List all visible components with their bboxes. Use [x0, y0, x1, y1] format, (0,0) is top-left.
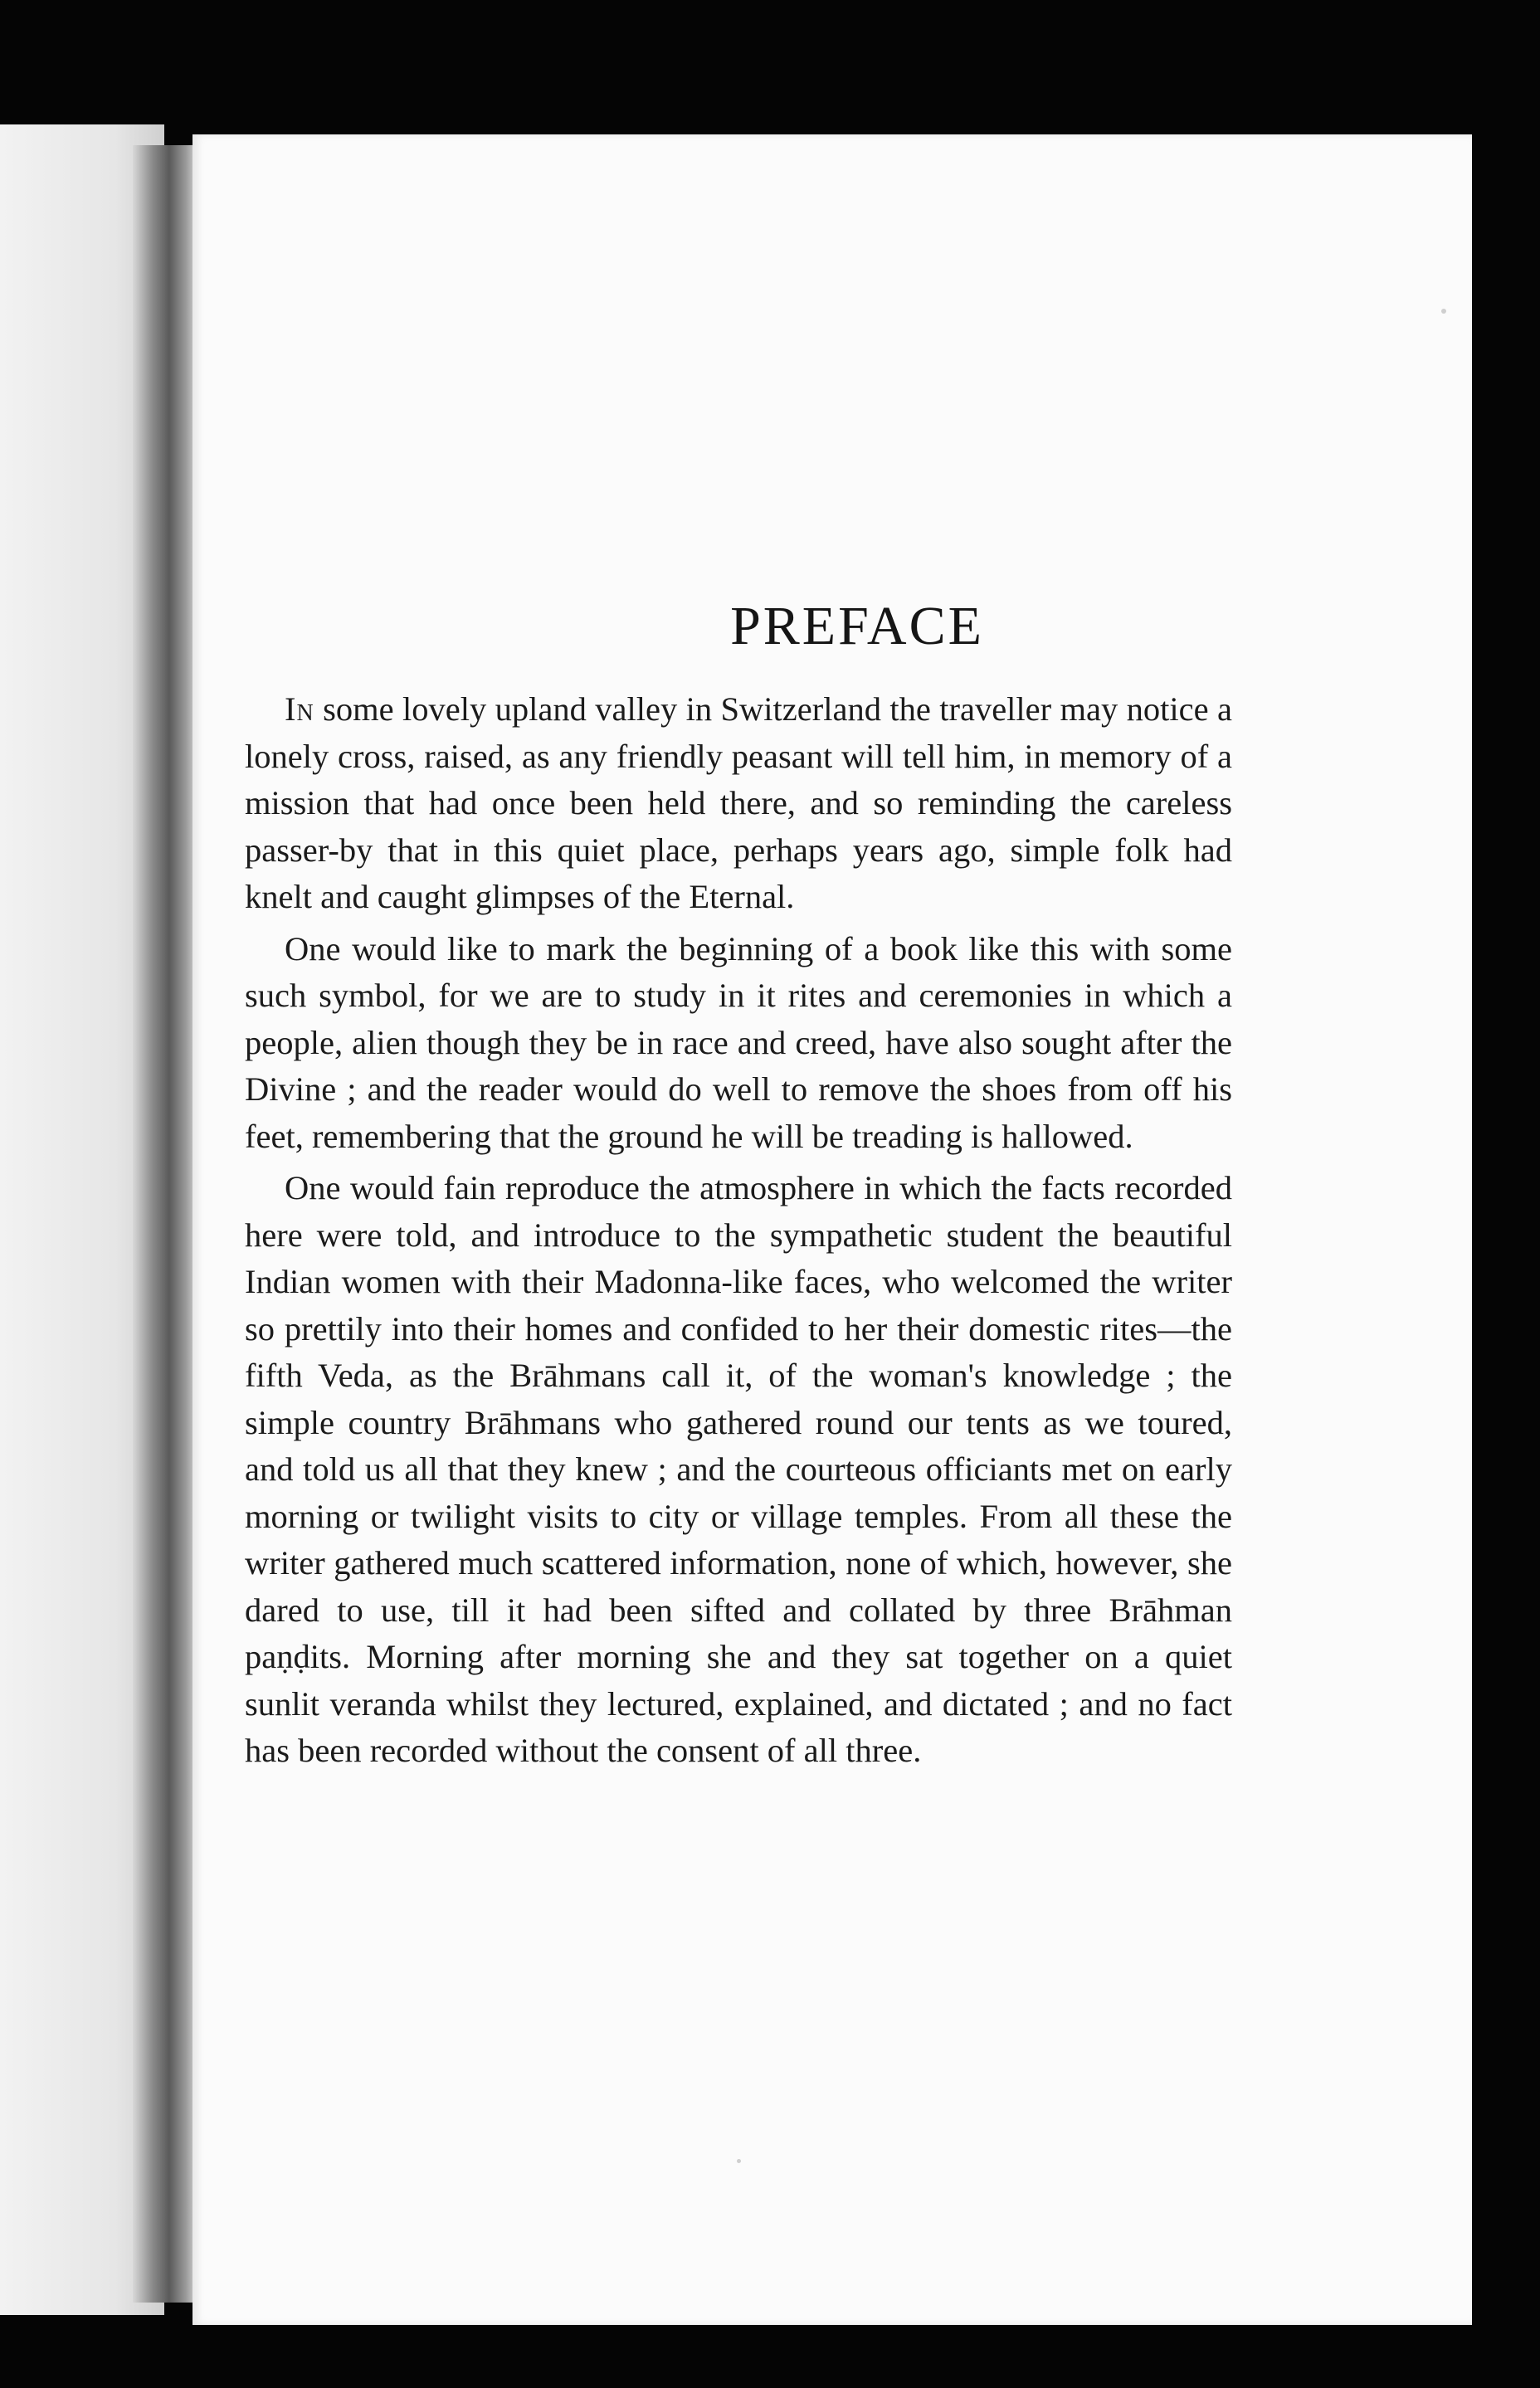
paragraph-2: [245, 926, 1232, 1161]
paper-speck: [1441, 309, 1446, 314]
book-page: [192, 134, 1472, 2325]
paper-speck: [737, 2159, 741, 2163]
paragraph-text: One would fain reproduce the atmosphere in which the facts recorded here were told, and introduce to the sympathetic student the beautiful Indian women with their Madonna-like faces, who welcomed the writer so prettily into their homes and confided to her their domestic rites—the fifth Veda, as the Brāhmans call it, of the woman's knowledge ; the simple country Brāhmans who gathered round our tents as we toured, and told us all that they knew ; and the courteous officiants met on early morning or twilight visits to city or village temples. From all these the writer gathered much scattered information, none of which, however, she dared to use, till it had been sifted and collated by three Brāhman paṇḍits. Morning after morning she and they sat together on a quiet sunlit veranda whilst they lectured, explained, and dictated ; and no fact has been recorded without the consent of all three.: [245, 1169, 1232, 1769]
book-gutter: [133, 145, 199, 2303]
paragraph-3: [245, 1165, 1232, 1775]
preface-body: [245, 686, 1232, 1780]
paragraph-text: One would like to mark the beginning of a book like this with some such symbol, for we are to study in it rites and ceremonies in which a people, alien though they be in race and creed, have also sought after the Divine ; and the reader would do well to remove the shoes from off his feet, remembering that the ground he will be treading is hallowed.: [245, 929, 1232, 1155]
page-title: PREFACE: [730, 596, 984, 656]
paragraph-text: some lovely upland valley in Switzerland the traveller may notice a lonely cross, raised, as any friendly peasant will tell him, in memory of a mission that had once been held there, and so reminding the careless passer-by that in this quiet place, perhaps years ago, simple folk had knelt and caught glimpses of the Eternal.: [245, 690, 1232, 915]
paragraph-1: [245, 686, 1232, 921]
drop-lead: In: [285, 690, 314, 728]
